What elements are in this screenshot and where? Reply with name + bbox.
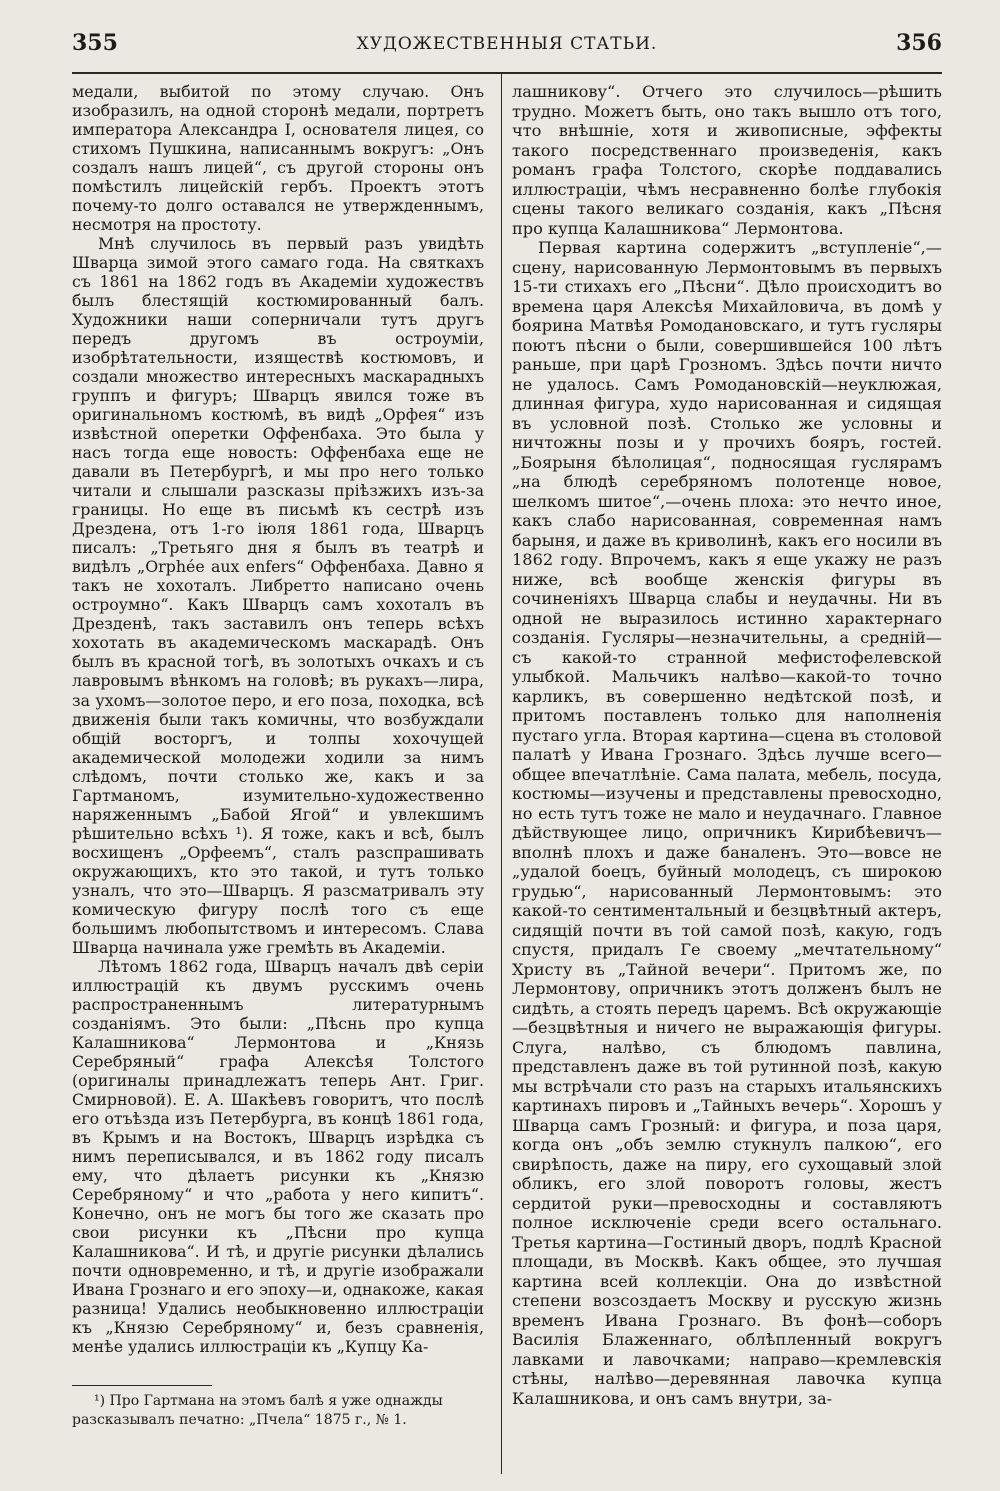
left-paragraph-1: медали, выбитой по этому случаю. Онъ изобразилъ, на одной сторонѣ медали, портретъ императора Александра I, основателя лицея, со стихомъ Пушкина, написаннымъ вокругъ: „Онъ создалъ нашъ лицей“, съ другой стороны онъ помѣстилъ лицейскій гербъ. Проектъ этотъ почему-то долго оставался не утвержденнымъ, несмотря на простоту. (72, 82, 484, 235)
left-paragraph-3: Лѣтомъ 1862 года, Шварцъ началъ двѣ серіи иллюстрацій къ двумъ русскимъ очень распространеннымъ литературнымъ созданіямъ. Это были: „Пѣснь про купца Калашникова“ Лермонтова и „Князь Серебряный“ графа Алексѣя Толстого (оригиналы принадлежатъ теперь Ант. Григ. Смирновой). Е. А. Шакѣевъ говоритъ, что послѣ его отъѣзда изъ Петербурга, въ концѣ 1861 года, въ Крымъ и на Востокъ, Шварцъ изрѣдка съ нимъ переписывался, и въ 1862 году писалъ ему, что дѣлаетъ рисунки къ „Князю Серебряному“ и что „работа у него кипитъ“. Конечно, онъ не могъ бы того же сказать про свои рисунки къ „Пѣсни про купца Калашникова“. И тѣ, и другіе рисунки дѣлались почти одновременно, и тѣ, и другіе изображали Ивана Грознаго и его эпоху—и, однакоже, какая разница! Удались необыкновенно иллюстраціи къ „Князю Серебряному“ и, безъ сравненія, менѣе удались иллюстраціи къ „Купцу Ка- (72, 956, 484, 1357)
page-number-right: 356 (896, 30, 942, 56)
running-title: ХУДОЖЕСТВЕННЫЯ СТАТЬИ. (356, 34, 658, 54)
page-header (72, 30, 942, 64)
page-number-left: 355 (72, 30, 118, 56)
column-divider (501, 74, 502, 1474)
footnote: ¹) Про Гартмана на этомъ балѣ я уже однажды разсказывалъ печатно: „Пчела“ 1875 г., № 1. (72, 1393, 443, 1428)
left-paragraph-2: Мнѣ случилось въ первый разъ увидѣть Шварца зимой этого самаго года. На святкахъ съ 1861 на 1862 годъ въ Академіи художествъ былъ блестящій костюмированный балъ. Художники наши соперничали тутъ другъ передъ другомъ въ остроуміи, изобрѣтательности, изяществѣ костюмовъ, и создали множество интересныхъ маскарадныхъ группъ и фигуръ; Шварцъ явился тоже въ оригинальномъ костюмѣ, въ видѣ „Орфея“ изъ извѣстной оперетки Оффенбаха. Это была у насъ тогда еще новость: Оффенбаха еще не давали въ Петербургѣ, и мы про него только читали и слышали разсказы пріѣзжихъ изъ-за границы. Но еще въ письмѣ къ сестрѣ изъ Дрездена, отъ 1-го іюля 1861 года, Шварцъ писалъ: „Третьяго дня я былъ въ театрѣ и видѣлъ „Orphée aux enfers“ Оффенбаха. Давно я такъ не хохоталъ. Либретто написано очень остроумно“. Какъ Шварцъ самъ хохоталъ въ Дрезденѣ, такъ заставилъ онъ теперь всѣхъ хохотать въ академическомъ маскарадѣ. Онъ былъ въ красной тогѣ, въ золотыхъ очкахъ и съ лавровымъ вѣнкомъ на головѣ; въ рукахъ—лира, за ухомъ—золотое перо, и его поза, походка, всѣ движенія были такъ комичны, что возбуждали общій восторгъ, и толпы хохочущей академической молодежи ходили за нимъ слѣдомъ, почти столько же, какъ и за Гартманомъ, изумительно-художественно наряженнымъ „Бабой Ягой“ и увлекшимъ рѣшительно всѣхъ ¹). Я тоже, какъ и всѣ, былъ восхищенъ „Орфеемъ“, сталъ разспрашивать окружающихъ, кто это такой, и тутъ только узналъ, что это—Шварцъ. Я разсматривалъ эту комическую фигуру послѣ того съ еще большимъ любопытствомъ и интересомъ. Слава Шварца начинала уже гремѣть въ Академіи. (72, 234, 484, 957)
right-paragraph-1: лашникову“. Отчего это случилось—рѣшить трудно. Можетъ быть, оно такъ вышло отъ того, что внѣшніе, хотя и живописные, эффекты такого посредственнаго произведенія, какъ романъ графа Толстого, скорѣе поддавались иллюстраціи, чѣмъ несравненно болѣе глубокія сцены такого великаго созданія, какъ „Пѣсня про купца Калашникова“ Лермонтова. (512, 82, 942, 238)
left-column (72, 82, 484, 1356)
footnote-rule (72, 1385, 212, 1386)
right-paragraph-2: Первая картина содержитъ „вступленіе“,—сцену, нарисованную Лермонтовымъ въ первыхъ 15-ти стихахъ его „Пѣсни“. Дѣло происходитъ во времена царя Алексѣя Михайловича, въ домѣ у боярина Матвѣя Ромодановскаго, и тутъ гусляры поютъ пѣсни о были, совершившейся 100 лѣтъ раньше, при царѣ Грозномъ. Здѣсь почти ничто не удалось. Самъ Ромодановскій—неуклюжая, длинная фигура, худо нарисованная и сидящая въ условной позѣ. Столько же условны и ничтожны позы и у прочихъ бояръ, гостей. „Боярыня бѣлолицая“, подносящая гуслярамъ „на блюдѣ серебряномъ полотенце новое, шелкомъ шитое“,—очень плоха: это нечто иное, какъ слабо нарисованная, современная намъ барыня, и даже въ криволинѣ, какъ его носили въ 1862 году. Впрочемъ, какъ я еще укажу не разъ ниже, всѣ вообще женскія фигуры въ сочиненіяхъ Шварца слабы и неудачны. Ни въ одной не выразилось истинно характернаго созданія. Гусляры—незначительны, а средній—съ какой-то странной мефистофелевской улыбкой. Мальчикъ налѣво—какой-то точно карликъ, въ совершенно недѣтской позѣ, и притомъ поставленъ только для наполненія пустаго угла. Вторая картина—сцена въ столовой палатѣ у Ивана Грознаго. Здѣсь лучше всего—общее впечатлѣніе. Сама палата, мебель, посуда, костюмы—изучены и представлены превосходно, но есть тутъ тоже не мало и неудачнаго. Главное дѣйствующее лицо, опричникъ Кирибѣевичъ—вполнѣ плохъ и даже баналенъ. Это—вовсе не „удалой боецъ, буйный молодецъ, съ широкою грудью“, нарисованный Лермонтовымъ: это какой-то сентиментальный и безцвѣтный актеръ, сидящій почти въ той самой позѣ, какую, годъ спустя, придалъ Ге своему „мечтательному“ Христу въ „Тайной вечери“. Притомъ же, по Лермонтову, опричникъ этотъ долженъ былъ не сидѣть, а стоять передъ царемъ. Всѣ окружающіе—безцвѣтныя и ничего не выражающія фигуры. Слуга, налѣво, съ блюдомъ павлина, представленъ даже въ той рутинной позѣ, какую мы встрѣчали сто разъ на старыхъ итальянскихъ картинахъ пировъ и „Тайныхъ вечерь“. Хорошъ у Шварца самъ Грозный: и фигура, и поза царя, когда онъ „объ землю стукнулъ палкою“, его свирѣпость, даже на пиру, его сухощавый злой обликъ, его злой поворотъ головы, жестъ сердитой руки—превосходны и составляютъ полное исключеніе среди всего остальнаго. Третья картина—Гостиный дворъ, подлѣ Красной площади, въ Москвѣ. Какъ общее, это лучшая картина всей коллекціи. Она до извѣстной степени возсоздаетъ Москву и русскую жизнь временъ Ивана Грознаго. Въ фонѣ—соборъ Василія Блаженнаго, облѣпленный вокругъ лавками и лавочками; направо—кремлевскія стѣны, налѣво—деревянная лавочка купца Калашникова, и онъ самъ внутри, за- (512, 238, 943, 1408)
right-column (512, 82, 942, 1408)
header-rule (72, 72, 942, 74)
